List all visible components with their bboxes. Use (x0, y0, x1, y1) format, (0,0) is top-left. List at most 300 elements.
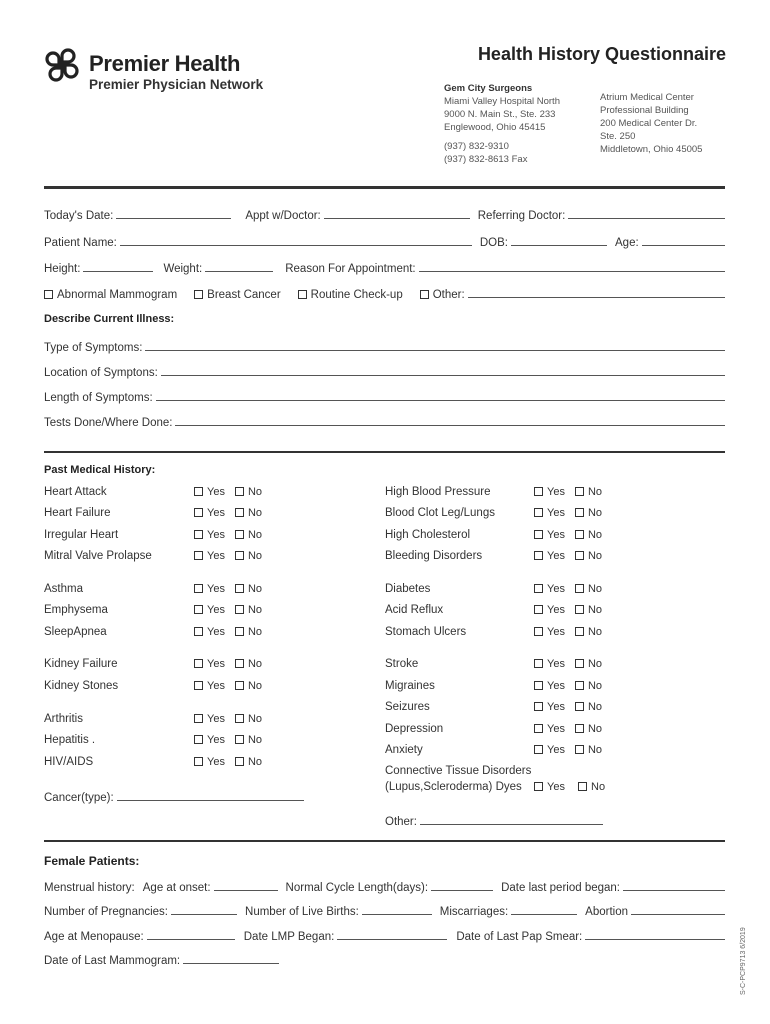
checkbox[interactable] (575, 508, 584, 517)
yes-label: Yes (207, 658, 225, 670)
dob-field[interactable] (511, 234, 607, 246)
height-field[interactable] (83, 260, 153, 272)
checkbox[interactable] (235, 714, 244, 723)
checkbox[interactable] (534, 530, 543, 539)
yes-no-group (194, 713, 262, 725)
history-label-left: SleepApnea (44, 626, 107, 638)
patient-name-field[interactable] (120, 234, 472, 246)
checkbox[interactable] (194, 584, 203, 593)
row-mammogram (44, 952, 279, 967)
yes-label: Yes (547, 680, 565, 692)
reason-option-routine-checkup[interactable] (298, 289, 403, 301)
fax: (937) 832-8613 Fax (444, 154, 528, 165)
history-label-left: Kidney Stones (44, 680, 119, 692)
checkbox[interactable] (534, 508, 543, 517)
no-option[interactable] (575, 604, 602, 616)
no-label: No (587, 507, 603, 519)
yes-label: Yes (547, 583, 565, 595)
no-label: No (587, 486, 603, 498)
history-label-right: Stroke (385, 658, 419, 670)
symptom-location-field[interactable] (161, 364, 725, 376)
yes-option[interactable] (194, 713, 225, 725)
address-line: Ste. 250 (600, 131, 636, 142)
checkbox[interactable] (235, 735, 244, 744)
document-title: Health History Questionnaire (477, 44, 726, 64)
yes-no-group (534, 626, 602, 638)
no-option[interactable] (575, 626, 602, 638)
yes-no-group (194, 486, 262, 498)
yes-label: Yes (547, 744, 565, 756)
address-line: Miami Valley Hospital North (444, 96, 560, 107)
no-label: No (587, 550, 603, 562)
yes-no-group (194, 680, 262, 692)
referring-doctor-field[interactable] (568, 207, 725, 219)
dob-label: DOB: (479, 237, 508, 249)
no-label: No (247, 604, 263, 616)
no-option[interactable] (235, 734, 262, 746)
checkbox[interactable] (534, 659, 543, 668)
history-label-left: Asthma (44, 583, 83, 595)
history-label-right: Blood Clot Leg/Lungs (385, 507, 495, 519)
no-option[interactable] (235, 658, 262, 670)
yes-label: Yes (207, 583, 225, 595)
yes-no-group (534, 744, 602, 756)
no-option[interactable] (235, 626, 262, 638)
reason-label: Reason For Appointment: (285, 263, 416, 275)
no-label: No (587, 744, 603, 756)
reason-field[interactable] (419, 260, 725, 272)
checkbox[interactable] (575, 659, 584, 668)
address-line: Middletown, Ohio 45005 (600, 144, 703, 155)
yes-option[interactable] (194, 734, 225, 746)
yes-option[interactable] (194, 550, 225, 562)
history-label-left: HIV/AIDS (44, 756, 94, 768)
yes-option[interactable] (194, 604, 225, 616)
current-illness-heading: Describe Current Illness: (44, 313, 175, 325)
history-label-left: Irregular Heart (44, 529, 119, 541)
history-label-right: Acid Reflux (385, 604, 444, 616)
weight-field[interactable] (205, 260, 273, 272)
pregnancies-field[interactable] (171, 903, 237, 915)
yes-option[interactable] (534, 781, 565, 793)
no-label: No (247, 550, 263, 562)
header-divider (44, 186, 725, 189)
yes-label: Yes (547, 723, 565, 735)
history-label-left: Heart Failure (44, 507, 111, 519)
row-pregnancies (44, 903, 725, 918)
address-right (600, 91, 702, 156)
menopause-label: Age at Menopause: (44, 931, 144, 943)
weight-label: Weight: (163, 263, 203, 275)
no-option[interactable] (575, 507, 602, 519)
checkbox[interactable] (194, 735, 203, 744)
checkbox[interactable] (534, 487, 543, 496)
checkbox[interactable] (235, 487, 244, 496)
cycle-length-field[interactable] (431, 879, 493, 891)
history-label-right: Anxiety (385, 744, 423, 756)
yes-option[interactable] (534, 550, 565, 562)
no-label: No (587, 658, 603, 670)
no-option[interactable] (235, 486, 262, 498)
no-option[interactable] (575, 583, 602, 595)
no-label: No (247, 658, 263, 670)
yes-label: Yes (207, 507, 225, 519)
checkbox[interactable] (298, 290, 307, 299)
option-label: Breast Cancer (207, 289, 281, 301)
checkbox[interactable] (235, 681, 244, 690)
no-label: No (587, 604, 603, 616)
checkbox[interactable] (194, 757, 203, 766)
no-label: No (587, 680, 603, 692)
checkbox[interactable] (534, 745, 543, 754)
checkbox[interactable] (575, 551, 584, 560)
row-other-history (385, 813, 603, 828)
option-label: Abnormal Mammogram (57, 289, 178, 301)
yes-label: Yes (547, 529, 565, 541)
phone: (937) 832-9310 (444, 141, 509, 152)
row-menopause (44, 928, 725, 943)
history-label-right: Stomach Ulcers (385, 626, 467, 638)
reason-option-other[interactable] (420, 289, 465, 301)
row-patient (44, 234, 725, 249)
history-label-right: High Blood Pressure (385, 486, 491, 498)
option-label: Routine Check-up (310, 289, 403, 301)
no-label: No (247, 486, 263, 498)
symptom-type-label: Type of Symptoms: (44, 342, 143, 354)
address-line: Professional Building (600, 105, 689, 116)
checkbox[interactable] (194, 530, 203, 539)
section-divider (44, 840, 725, 842)
yes-no-group (534, 658, 602, 670)
yes-no-group (194, 756, 262, 768)
no-label: No (247, 626, 263, 638)
no-label: No (587, 626, 603, 638)
checkbox[interactable] (194, 508, 203, 517)
yes-no-group (534, 486, 602, 498)
appt-doctor-label: Appt w/Doctor: (245, 210, 321, 222)
no-option[interactable] (578, 781, 605, 793)
female-patients-heading: Female Patients: (44, 854, 140, 868)
address-left (444, 82, 560, 166)
symptom-length-label: Length of Symptoms: (44, 392, 153, 404)
row-symptom-location (44, 364, 725, 379)
checkbox[interactable] (194, 487, 203, 496)
yes-label: Yes (547, 604, 565, 616)
checkbox[interactable] (534, 605, 543, 614)
checkbox[interactable] (534, 627, 543, 636)
checkbox[interactable] (534, 782, 543, 791)
no-label: No (587, 701, 603, 713)
last-period-field[interactable] (623, 879, 725, 891)
yes-option[interactable] (534, 744, 565, 756)
pap-smear-field[interactable] (585, 928, 725, 940)
yes-option[interactable] (534, 529, 565, 541)
yes-option[interactable] (534, 701, 565, 713)
checkbox[interactable] (235, 508, 244, 517)
yes-label: Yes (207, 713, 225, 725)
yes-no-connective (534, 781, 605, 793)
reason-option-abnormal-mammogram[interactable] (44, 289, 177, 301)
yes-label: Yes (547, 507, 565, 519)
yes-label: Yes (547, 626, 565, 638)
yes-option[interactable] (194, 658, 225, 670)
no-option[interactable] (235, 583, 262, 595)
no-option[interactable] (235, 507, 262, 519)
row-tests-done (44, 414, 725, 429)
referring-doctor-label: Referring Doctor: (477, 210, 566, 222)
history-label-left: Heart Attack (44, 486, 107, 498)
no-option[interactable] (575, 701, 602, 713)
checkbox[interactable] (575, 724, 584, 733)
yes-label: Yes (547, 486, 565, 498)
mammogram-label: Date of Last Mammogram: (44, 955, 181, 967)
yes-label: Yes (547, 658, 565, 670)
yes-option[interactable] (194, 529, 225, 541)
checkbox[interactable] (194, 605, 203, 614)
yes-no-group (194, 626, 262, 638)
no-label: No (587, 723, 603, 735)
checkbox[interactable] (534, 702, 543, 711)
abortion-field[interactable] (631, 903, 725, 915)
cancer-field[interactable] (117, 789, 304, 801)
yes-label: Yes (547, 550, 565, 562)
no-option[interactable] (575, 486, 602, 498)
yes-label: Yes (207, 734, 225, 746)
yes-label: Yes (547, 781, 565, 793)
no-label: No (247, 680, 263, 692)
checkbox[interactable] (235, 627, 244, 636)
history-label-left: Kidney Failure (44, 658, 118, 670)
yes-no-group (194, 583, 262, 595)
history-label-right: Seizures (385, 701, 430, 713)
checkbox[interactable] (534, 681, 543, 690)
live-births-label: Number of Live Births: (245, 906, 359, 918)
history-label-right: Migraines (385, 680, 435, 692)
row-cancer (44, 789, 304, 804)
yes-no-group (194, 604, 262, 616)
address-line: 200 Medical Center Dr. (600, 118, 698, 129)
yes-no-group (534, 723, 602, 735)
no-label: No (591, 781, 606, 793)
yes-no-group (534, 583, 602, 595)
checkbox[interactable] (194, 290, 203, 299)
no-option[interactable] (235, 604, 262, 616)
history-label-right: Depression (385, 723, 444, 735)
height-label: Height: (44, 263, 81, 275)
cycle-length-label: Normal Cycle Length(days): (285, 882, 429, 894)
yes-option[interactable] (534, 604, 565, 616)
other-history-field[interactable] (420, 813, 603, 825)
row-height-weight (44, 260, 725, 275)
yes-option[interactable] (194, 583, 225, 595)
lmp-label: Date LMP Began: (243, 931, 335, 943)
yes-label: Yes (207, 680, 225, 692)
symptom-location-label: Location of Symptons: (44, 367, 158, 379)
miscarriages-field[interactable] (511, 903, 577, 915)
checkbox[interactable] (575, 745, 584, 754)
yes-label: Yes (207, 550, 225, 562)
yes-no-group (534, 529, 602, 541)
checkbox[interactable] (235, 551, 244, 560)
yes-no-group (534, 507, 602, 519)
yes-label: Yes (207, 529, 225, 541)
no-option[interactable] (575, 529, 602, 541)
no-option[interactable] (575, 744, 602, 756)
row-date-doctor (44, 207, 725, 222)
checkbox[interactable] (194, 714, 203, 723)
history-label-left: Emphysema (44, 604, 108, 616)
no-option[interactable] (575, 680, 602, 692)
checkbox[interactable] (420, 290, 429, 299)
yes-no-group (194, 734, 262, 746)
checkbox[interactable] (578, 782, 587, 791)
past-history-heading: Past Medical History: (44, 464, 156, 476)
no-option[interactable] (575, 550, 602, 562)
checkbox[interactable] (575, 702, 584, 711)
symptom-length-field[interactable] (156, 389, 725, 401)
no-option[interactable] (235, 680, 262, 692)
yes-no-group (194, 550, 262, 562)
checkbox[interactable] (575, 627, 584, 636)
row-menstrual (44, 879, 725, 894)
address-line: Atrium Medical Center (600, 92, 694, 103)
menopause-field[interactable] (147, 928, 235, 940)
premier-health-logo-icon (44, 47, 80, 83)
symptom-type-field[interactable] (145, 339, 725, 351)
history-label-right: High Cholesterol (385, 529, 471, 541)
age-label: Age: (615, 237, 639, 249)
menstrual-label: Menstrual history: (44, 882, 135, 894)
checkbox[interactable] (194, 659, 203, 668)
yes-label: Yes (207, 604, 225, 616)
checkbox[interactable] (575, 605, 584, 614)
mammogram-field[interactable] (183, 952, 279, 964)
row-reason-options (44, 286, 725, 301)
age-onset-label: Age at onset: (142, 882, 211, 894)
row-symptom-length (44, 389, 725, 404)
checkbox[interactable] (235, 659, 244, 668)
yes-no-group (534, 550, 602, 562)
yes-label: Yes (547, 701, 565, 713)
yes-option[interactable] (194, 680, 225, 692)
no-option[interactable] (575, 658, 602, 670)
yes-no-group (534, 701, 602, 713)
no-option[interactable] (235, 713, 262, 725)
checkbox[interactable] (534, 551, 543, 560)
yes-label: Yes (207, 756, 225, 768)
checkbox[interactable] (575, 681, 584, 690)
yes-option[interactable] (194, 486, 225, 498)
pap-smear-label: Date of Last Pap Smear: (456, 931, 583, 943)
abortion-label: Abortion (585, 906, 629, 918)
tests-done-label: Tests Done/Where Done: (44, 417, 173, 429)
row-symptom-type (44, 339, 725, 354)
option-label: Other: (432, 289, 465, 301)
section-divider (44, 451, 725, 453)
no-option[interactable] (235, 550, 262, 562)
miscarriages-label: Miscarriages: (439, 906, 509, 918)
history-label-left: Hepatitis . (44, 734, 96, 746)
yes-option[interactable] (534, 658, 565, 670)
checkbox[interactable] (44, 290, 53, 299)
reason-other-field[interactable] (468, 286, 725, 298)
no-label: No (247, 507, 263, 519)
checkbox[interactable] (235, 530, 244, 539)
todays-date-field[interactable] (116, 207, 231, 219)
yes-option[interactable] (534, 583, 565, 595)
cancer-label: Cancer(type): (44, 792, 114, 804)
no-label: No (247, 713, 263, 725)
live-births-field[interactable] (362, 903, 432, 915)
checkbox[interactable] (534, 724, 543, 733)
pregnancies-label: Number of Pregnancies: (44, 906, 169, 918)
no-option[interactable] (235, 756, 262, 768)
tests-done-field[interactable] (175, 414, 725, 426)
no-option[interactable] (575, 723, 602, 735)
yes-option[interactable] (194, 507, 225, 519)
lmp-field[interactable] (337, 928, 447, 940)
no-label: No (247, 529, 263, 541)
yes-no-group (534, 680, 602, 692)
checkbox[interactable] (235, 584, 244, 593)
form-code: S-C-PCP9713 6/2019 (740, 927, 747, 995)
no-label: No (247, 583, 263, 595)
brand-name: Premier Health (89, 51, 241, 76)
checkbox[interactable] (194, 551, 203, 560)
yes-option[interactable] (534, 507, 565, 519)
checkbox[interactable] (194, 681, 203, 690)
checkbox[interactable] (575, 487, 584, 496)
address-line: 9000 N. Main St., Ste. 233 (444, 109, 556, 120)
checkbox[interactable] (194, 627, 203, 636)
address-line: Englewood, Ohio 45415 (444, 122, 546, 133)
yes-option[interactable] (534, 626, 565, 638)
yes-no-group (194, 658, 262, 670)
yes-option[interactable] (534, 486, 565, 498)
history-label-right: Diabetes (385, 583, 431, 595)
history-label-connective-1: Connective Tissue Disorders (385, 765, 532, 777)
age-field[interactable] (642, 234, 725, 246)
yes-label: Yes (207, 626, 225, 638)
appt-doctor-field[interactable] (324, 207, 470, 219)
yes-option[interactable] (534, 723, 565, 735)
last-period-label: Date last period began: (501, 882, 620, 894)
checkbox[interactable] (575, 530, 584, 539)
yes-no-group (194, 507, 262, 519)
history-label-left: Arthritis (44, 713, 83, 725)
no-label: No (587, 529, 603, 541)
checkbox[interactable] (575, 584, 584, 593)
reason-option-breast-cancer[interactable] (194, 289, 281, 301)
yes-no-group (534, 604, 602, 616)
yes-label: Yes (207, 486, 225, 498)
todays-date-label: Today's Date: (44, 210, 114, 222)
yes-option[interactable] (194, 626, 225, 638)
yes-option[interactable] (534, 680, 565, 692)
checkbox[interactable] (235, 757, 244, 766)
no-label: No (247, 734, 263, 746)
age-onset-field[interactable] (214, 879, 278, 891)
no-option[interactable] (235, 529, 262, 541)
checkbox[interactable] (235, 605, 244, 614)
history-label-left: Mitral Valve Prolapse (44, 550, 152, 562)
yes-option[interactable] (194, 756, 225, 768)
no-label: No (587, 583, 603, 595)
brand-sub: Premier Physician Network (89, 77, 264, 92)
checkbox[interactable] (534, 584, 543, 593)
patient-name-label: Patient Name: (44, 237, 117, 249)
history-label-right: Bleeding Disorders (385, 550, 483, 562)
